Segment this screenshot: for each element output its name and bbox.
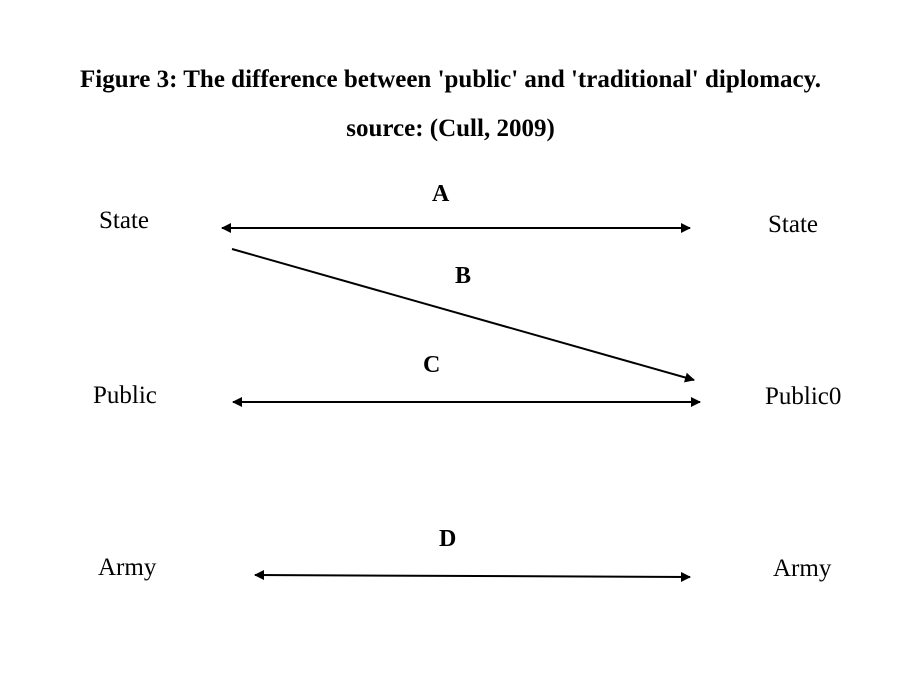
node-public-right: Public0 <box>765 383 842 410</box>
edge-label-d: D <box>439 526 457 552</box>
node-army-left: Army <box>98 554 157 581</box>
figure-source: source: (Cull, 2009) <box>346 115 555 142</box>
node-army-right: Army <box>773 555 832 582</box>
edge-label-c: C <box>423 352 441 378</box>
edge-label-a: A <box>432 181 450 207</box>
node-state-left: State <box>99 207 149 234</box>
figure-title: Figure 3: The difference between 'public' and 'traditional' diplomacy. <box>80 66 821 93</box>
arrow-d <box>255 575 690 577</box>
node-state-right: State <box>768 211 818 238</box>
node-public-left: Public <box>93 382 157 409</box>
edge-label-b: B <box>455 263 472 289</box>
